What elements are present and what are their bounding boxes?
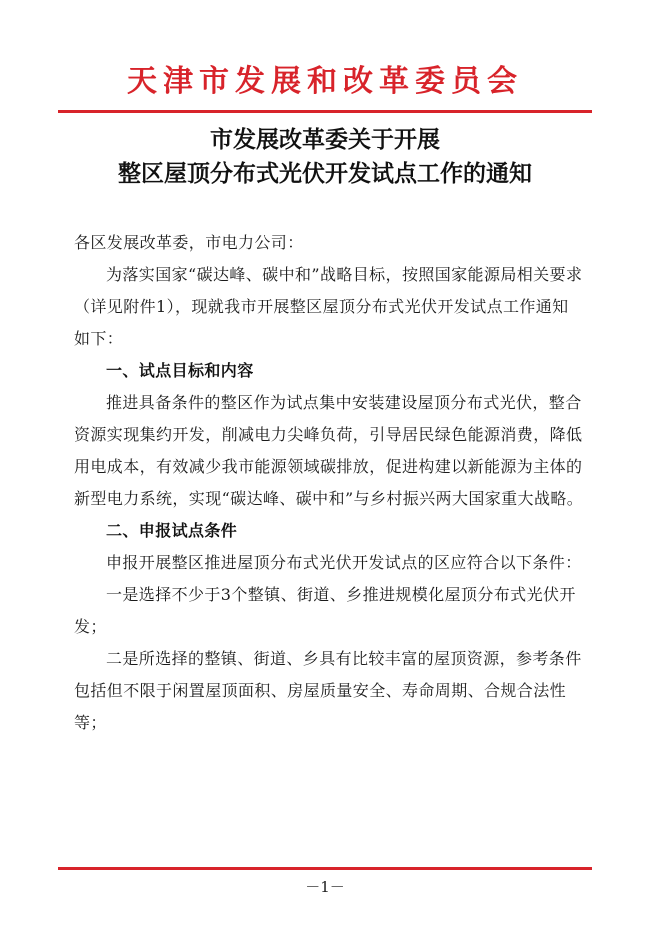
- letterhead-red-rule: [58, 110, 592, 113]
- footer-red-rule: [58, 867, 592, 870]
- paragraph-condition-1: 一是选择不少于3个整镇、街道、乡推进规模化屋顶分布式光伏开发；: [74, 585, 576, 636]
- document-title: [0, 123, 650, 191]
- section-heading-1: 一、试点目标和内容: [106, 361, 254, 380]
- document-body: [74, 227, 584, 739]
- paragraph-condition-2: 二是所选择的整镇、街道、乡具有比较丰富的屋顶资源，参考条件包括但不限于闲置屋顶面积、房屋质量安全、寿命周期、合规合法性等；: [74, 649, 582, 732]
- letterhead-title: 天津市发展和改革委员会: [127, 64, 523, 99]
- document-title-line-2: 整区屋顶分布式光伏开发试点工作的通知: [118, 160, 532, 187]
- paragraph-intro: 为落实国家“碳达峰、碳中和”战略目标，按照国家能源局相关要求（详见附件1），现就我市开展整区屋顶分布式光伏开发试点工作通知如下：: [74, 265, 583, 348]
- addressee: 各区发展改革委，市电力公司：: [74, 233, 304, 252]
- paragraph-goal: 推进具备条件的整区作为试点集中安装建设屋顶分布式光伏，整合资源实现集约开发，削减电力尖峰负荷，引导居民绿色能源消费，降低用电成本，有效减少我市能源领域碳排放，促进构建以新能源为主体的新型电力系统，实现“碳达峰、碳中和”与乡村振兴两大国家重大战略。: [74, 393, 584, 508]
- page-number: －1－: [305, 878, 345, 896]
- section-heading-2: 二、申报试点条件: [106, 521, 238, 540]
- document-title-line-1: 市发展改革委关于开展: [210, 126, 440, 153]
- paragraph-conditions-intro: 申报开展整区推进屋顶分布式光伏开发试点的区应符合以下条件：: [106, 553, 582, 572]
